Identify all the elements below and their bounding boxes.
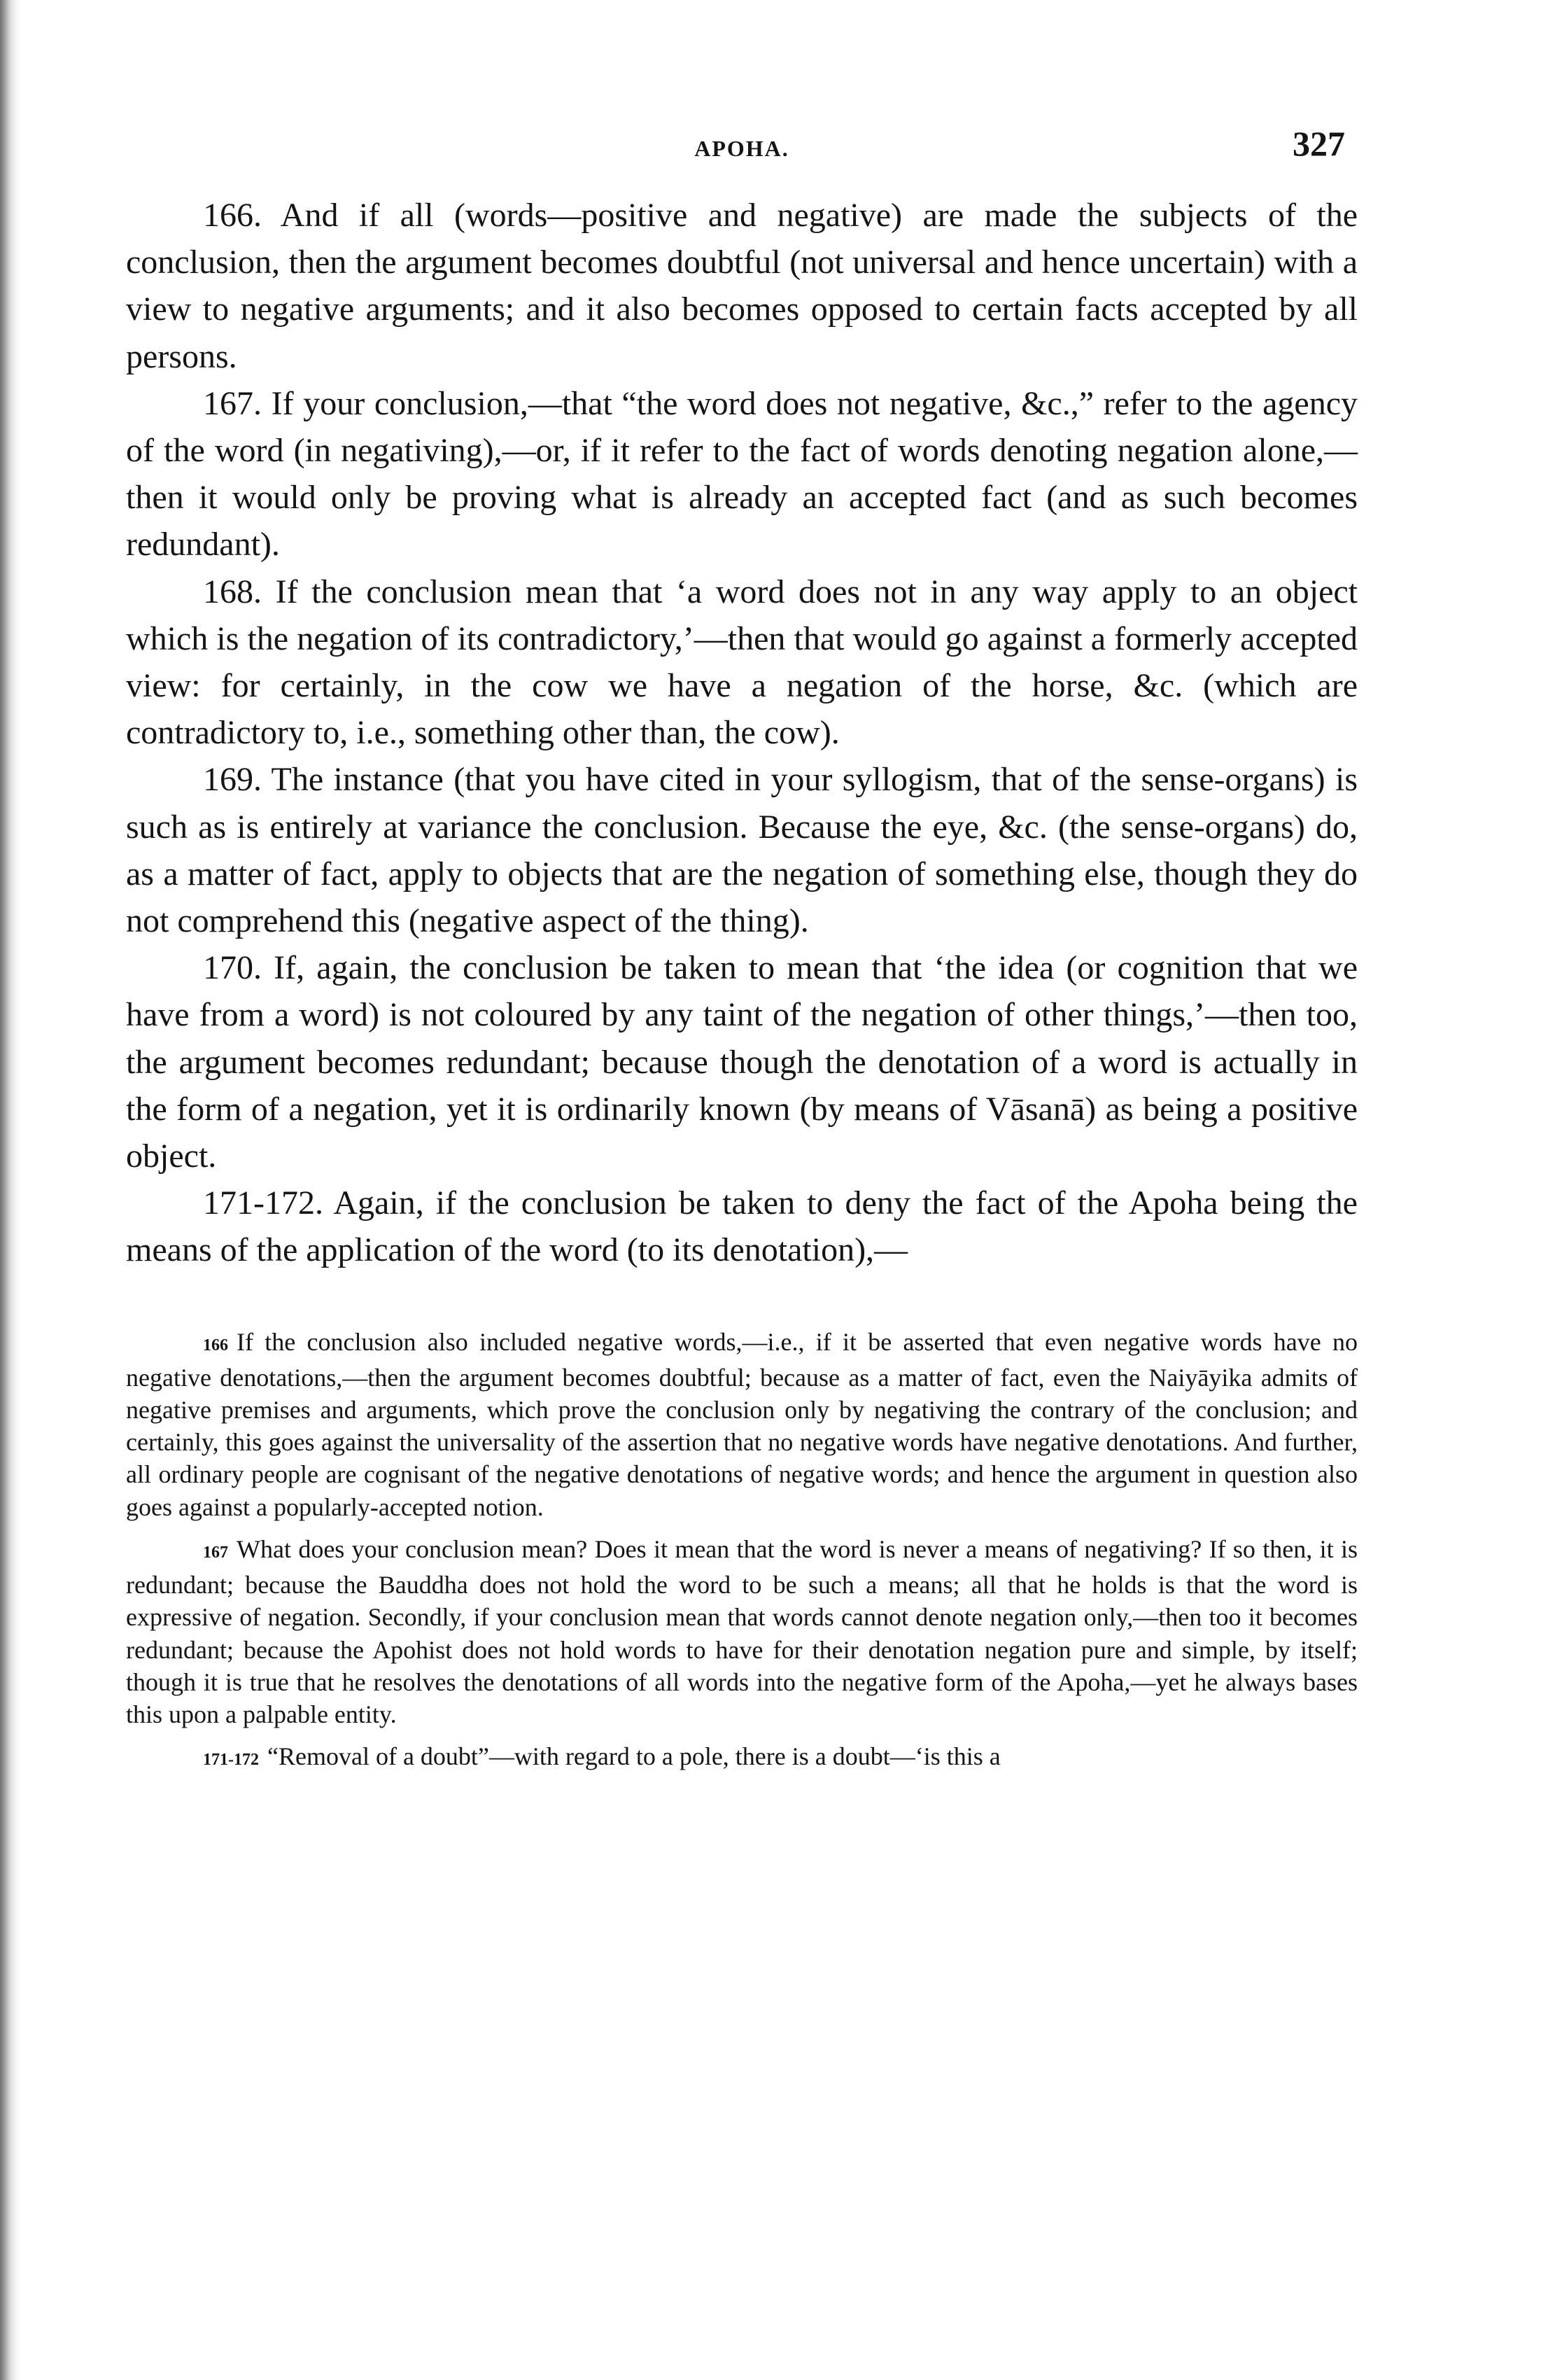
paragraph-169 — [126, 756, 1358, 944]
paragraph-text: If the conclusion mean that ‘a word does not in any way apply to an object which is the negation of its contradictory,’—then that would go against a formerly accepted view: for certainly, in the cow we have a negation of the horse, &c. (which are contradictory to, i.e., something other than, the cow). — [126, 573, 1358, 752]
footnote-167 — [126, 1533, 1358, 1730]
running-head — [126, 105, 1358, 189]
footnote-text: If the conclusion also included negative words,—i.e., if it be asserted that even negative words have no negative denotations,—then the argument becomes doubtful; because as a matter of fact, even the Naiyāyika admits of negative premises and arguments, which prove the conclusion only by negativing the contrary of the conclusion; and certainly, this goes against the universality of the assertion that no negative words have negative denotations. And further, all ordinary people are cognisant of the negative denotations of negative words; and hence the argument in question also goes against a popularly-accepted notion. — [126, 1327, 1358, 1521]
footnote-text: What does your conclusion mean? Does it mean that the word is never a means of negativing? If so then, it is redundant; because the Bauddha does not hold the word to be such a means; all that he holds is that the word is expressive of negation. Secondly, if your conclusion mean that words cannot denote negation only,—then too it becomes redundant; because the Apohist does not hold words to have for their denotation negation pure and simple, by itself; though it is true that he resolves the denotations of all words into the negative form of the Apoha,—yet he always bases this upon a palpable entity. — [126, 1534, 1358, 1728]
paragraph-170 — [126, 944, 1358, 1180]
footnote-text: “Removal of a doubt”—with regard to a pole, there is a doubt—‘is this a — [267, 1742, 1001, 1771]
page-number: 327 — [1293, 124, 1345, 163]
main-text — [126, 192, 1358, 1274]
running-title: APOHA. — [694, 136, 789, 161]
paragraph-171-172 — [126, 1180, 1358, 1273]
paragraph-number: 167. — [203, 384, 262, 422]
footnote-171-172 — [126, 1740, 1358, 1776]
footnotes — [126, 1326, 1358, 1777]
footnote-number: 167 — [203, 1543, 228, 1562]
paragraph-number: 170. — [203, 949, 262, 987]
paragraph-text: And if all (words—positive and negative) are made the subjects of the conclusion, then the argument becomes doubtful (not universal and hence uncertain) with a view to negative arguments; and it also becomes opposed to certain facts accepted by all persons. — [126, 197, 1358, 375]
paragraph-text: The instance (that you have cited in your syllogism, that of the sense-organs) is such as is entirely at variance the conclusion. Because the eye, &c. (the sense-organs) do, as a matter of fact, apply to objects that are the negation of something else, though they do not comprehend this (negative aspect of the thing). — [126, 761, 1358, 940]
paragraph-text: If your conclusion,—that “the word does not negative, &c.,” refer to the agency of the word (in negativing),—or, if it refer to the fact of words denoting negation alone,—then it would only be proving what is already an accepted fact (and as such becomes redundant). — [126, 384, 1358, 564]
paragraph-number: 171-172. — [203, 1184, 323, 1222]
footnote-166 — [126, 1326, 1358, 1523]
paragraph-number: 168. — [203, 573, 262, 610]
footnote-number: 166 — [203, 1336, 228, 1354]
paragraph-text: Again, if the conclusion be taken to deny the fact of the Apoha being the means of the application of the word (to its denotation),— — [126, 1184, 1358, 1269]
paragraph-number: 169. — [203, 761, 262, 799]
paragraph-text: If, again, the conclusion be taken to mean that ‘the idea (or cognition that we have from a word) is not coloured by any taint of the negation of other things,’—then too, the argument becomes redundant; because though the denotation of a word is actually in the form of a negation, yet it is ordinarily known (by means of Vāsanā) as being a positive object. — [126, 949, 1358, 1175]
paragraph-number: 166. — [203, 197, 262, 234]
paragraph-166 — [126, 192, 1358, 380]
footnote-number: 171-172 — [203, 1751, 259, 1770]
book-page — [126, 105, 1358, 1786]
paragraph-167 — [126, 380, 1358, 568]
paragraph-168 — [126, 568, 1358, 757]
scanned-page-edge — [0, 0, 21, 2380]
